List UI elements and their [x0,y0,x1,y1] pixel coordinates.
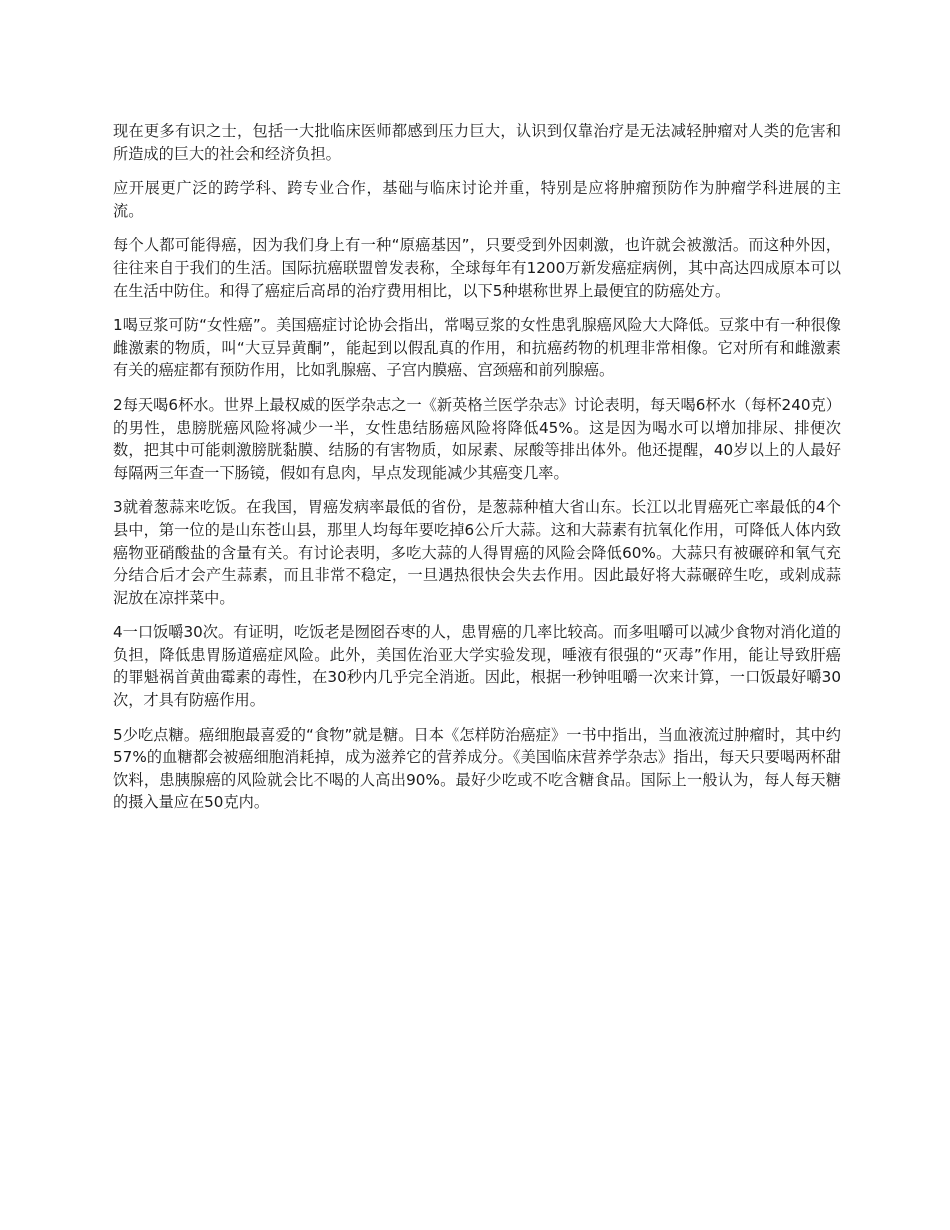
paragraph-tip-water: 2每天喝6杯水。世界上最权威的医学杂志之一《新英格兰医学杂志》讨论表明，每天喝6杯水（每杯240克）的男性，患膀胱癌风险将减少一半，女性患结肠癌风险将降低45%。这是因为喝水可以增加排尿、排便次数，把其中可能刺激膀胱黏膜、结肠的有害物质，如尿素、尿酸等排出体外。他还提醒，40岁以上的人最好每隔两三年查一下肠镜，假如有息肉，早点发现能减少其癌变几率。 [113,395,841,482]
paragraph-intro-pressure: 现在更多有识之士，包括一大批临床医师都感到压力巨大，认识到仅靠治疗是无法减轻肿瘤对人类的危害和所造成的巨大的社会和经济负担。 [113,122,841,163]
paragraph-tip-sugar: 5少吃点糖。癌细胞最喜爱的“食物”就是糖。日本《怎样防治癌症》一书中指出，当血液流过肿瘤时，其中约57%的血糖都会被癌细胞消耗掉，成为滋养它的营养成分。《美国临床营养学杂志》指出，每天只要喝两杯甜饮料，患胰腺癌的风险就会比不喝的人高出90%。最好少吃或不吃含糖食品。国际上一般认为，每人每天糖的摄入量应在50克内。 [113,725,841,812]
paragraph-tip-soy-milk: 1喝豆浆可防“女性癌”。美国癌症讨论协会指出，常喝豆浆的女性患乳腺癌风险大大降低。豆浆中有一种很像雌激素的物质，叫“大豆异黄酮”，能起到以假乱真的作用，和抗癌药物的机理非常相像。它对所有和雌激素有关的癌症都有预防作用，比如乳腺癌、子宫内膜癌、宫颈癌和前列腺癌。 [113,316,841,380]
paragraph-oncogene: 每个人都可能得癌，因为我们身上有一种“原癌基因”，只要受到外因刺激，也许就会被激活。而这种外因，往往来自于我们的生活。国际抗癌联盟曾发表称，全球每年有1200万新发癌症病例，其中高达四成原本可以在生活中防住。和得了癌症后高昂的治疗费用相比，以下5种堪称世界上最便宜的防癌处方。 [113,236,841,300]
document-body [113,120,841,826]
paragraph-tip-chewing: 4一口饭嚼30次。有证明，吃饭老是囫囵吞枣的人，患胃癌的几率比较高。而多咀嚼可以减少食物对消化道的负担，降低患胃肠道癌症风险。此外，美国佐治亚大学实验发现，唾液有很强的“灭毒”作用，能让导致肝癌的罪魁祸首黄曲霉素的毒性，在30秒内几乎完全消逝。因此，根据一秒钟咀嚼一次来计算，一口饭最好嚼30次，才具有防癌作用。 [113,623,841,710]
paragraph-tip-garlic: 3就着葱蒜来吃饭。在我国，胃癌发病率最低的省份，是葱蒜种植大省山东。长江以北胃癌死亡率最低的4个县中，第一位的是山东苍山县，那里人均每年要吃掉6公斤大蒜。这和大蒜素有抗氧化作用，可降低人体内致癌物亚硝酸盐的含量有关。有讨论表明，多吃大蒜的人得胃癌的风险会降低60%。大蒜只有被碾碎和氧气充分结合后才会产生蒜素，而且非常不稳定，一旦遇热很快会失去作用。因此最好将大蒜碾碎生吃，或剁成蒜泥放在凉拌菜中。 [113,498,841,607]
paragraph-cooperation: 应开展更广泛的跨学科、跨专业合作，基础与临床讨论并重，特别是应将肿瘤预防作为肿瘤学科进展的主流。 [113,179,841,220]
